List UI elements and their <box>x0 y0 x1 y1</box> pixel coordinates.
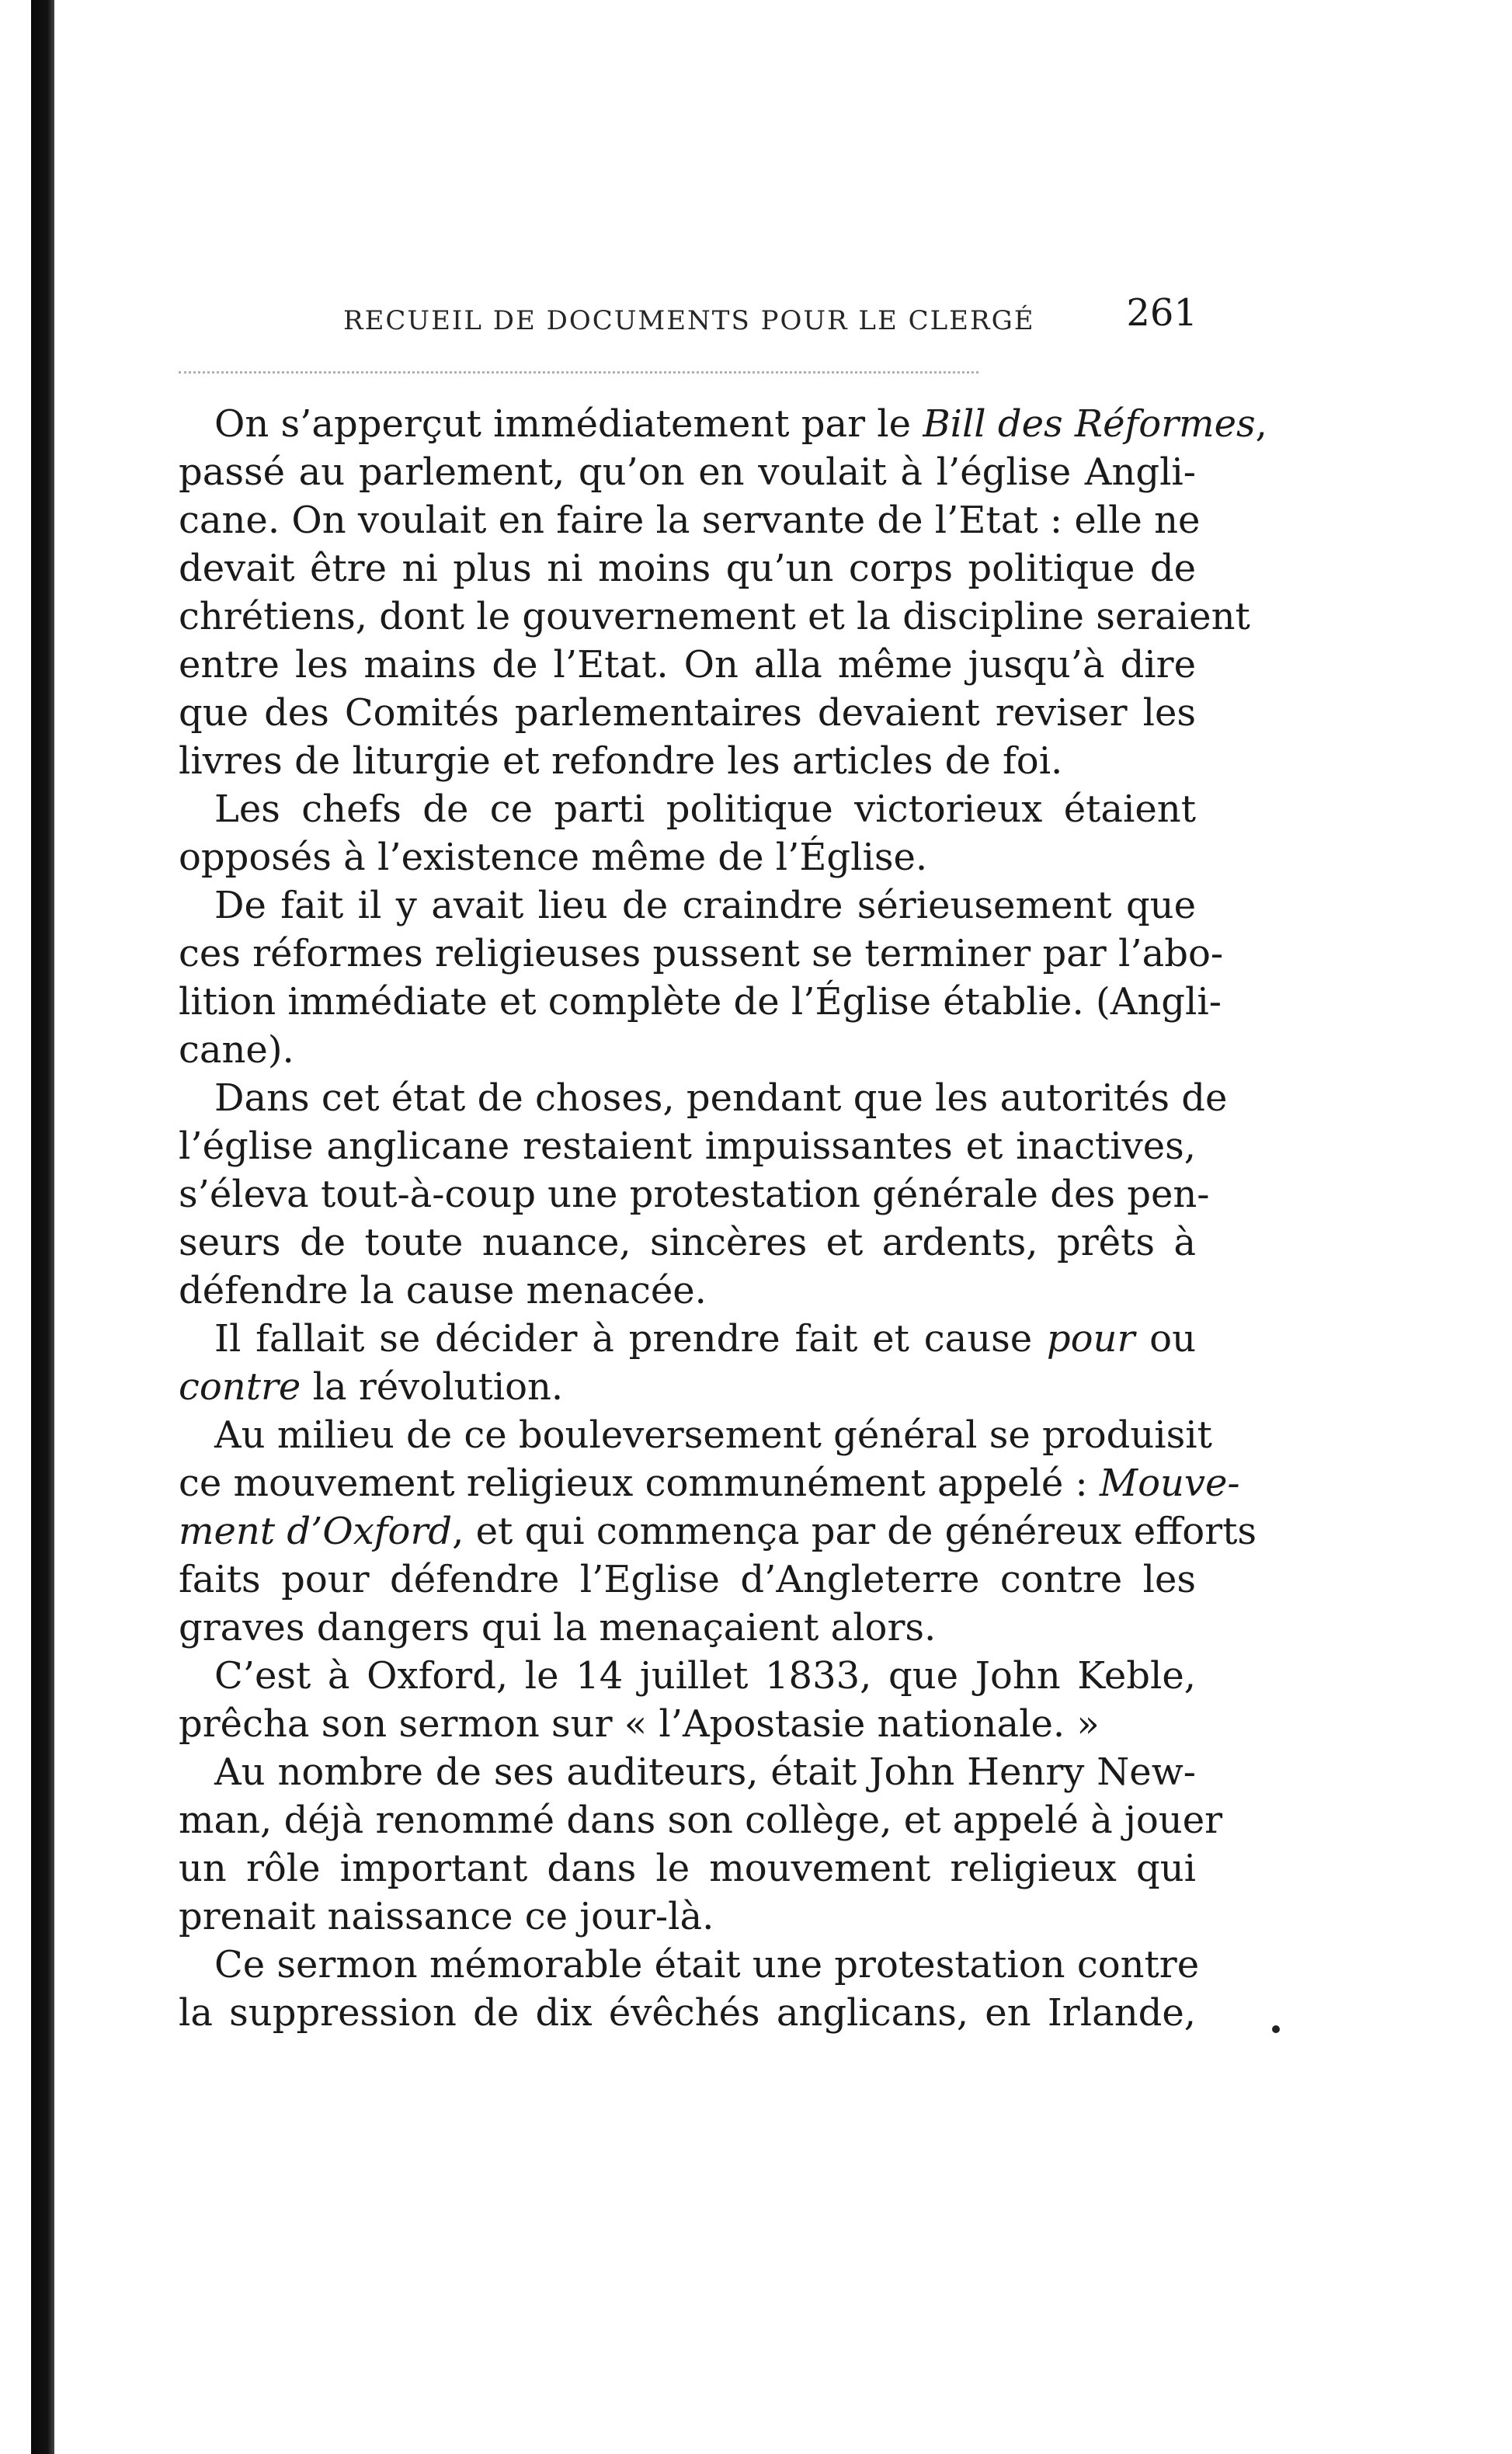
text-line: un rôle important dans le mouvement religieux qui <box>179 1847 1196 1890</box>
header-rule <box>179 371 978 374</box>
text-line: seurs de toute nuance, sincères et ardents, prêts à <box>179 1221 1196 1264</box>
text-line: faits pour défendre l’Eglise d’Angleterre contre les <box>179 1558 1196 1601</box>
text-line: la suppression de dix évêchés anglicans, en Irlande, <box>179 1991 1196 2035</box>
text-line: De fait il y avait lieu de craindre sérieusement que <box>214 884 1196 927</box>
text-line: cane). <box>179 1028 294 1072</box>
text-line: contre la révolution. <box>179 1365 564 1409</box>
text-line: Au milieu de ce bouleversement général se produisit <box>214 1413 1212 1457</box>
text-line: entre les mains de l’Etat. On alla même jusqu’à dire <box>179 643 1196 686</box>
text-line: l’église anglicane restaient impuissantes et inactives, <box>179 1124 1196 1168</box>
text-line: opposés à l’existence même de l’Église. <box>179 836 928 879</box>
text-line: ces réformes religieuses pussent se terminer par l’abo- <box>179 932 1224 975</box>
text-line: lition immédiate et complète de l’Église établie. (Angli- <box>179 980 1222 1024</box>
text-line: Dans cet état de choses, pendant que les autorités de <box>214 1076 1228 1120</box>
text-line: devait être ni plus ni moins qu’un corps politique de <box>179 547 1196 590</box>
page-number: 261 <box>1126 291 1197 335</box>
text-line: ce mouvement religieux communément appelé : Mouve- <box>179 1462 1240 1505</box>
body-text <box>179 400 1267 2037</box>
text-line: livres de liturgie et refondre les articles de foi. <box>179 739 1063 783</box>
text-line: Les chefs de ce parti politique victorieux étaient <box>214 787 1196 831</box>
text-line: prêcha son sermon sur « l’Apostasie nationale. » <box>179 1702 1100 1746</box>
text-line: cane. On voulait en faire la servante de l’Etat : elle ne <box>179 499 1201 542</box>
text-line: Il fallait se décider à prendre fait et cause pour ou <box>214 1317 1196 1361</box>
text-line: que des Comités parlementaires devaient reviser les <box>179 691 1196 735</box>
text-line: Au nombre de ses auditeurs, était John Henry New- <box>214 1750 1196 1794</box>
text-line: passé au parlement, qu’on en voulait à l’église Angli- <box>179 450 1196 494</box>
text-line: graves dangers qui la menaçaient alors. <box>179 1606 937 1649</box>
page-binding-edge <box>31 0 54 2454</box>
running-head: RECUEIL DE DOCUMENTS POUR LE CLERGÉ <box>343 305 1035 336</box>
text-line: s’éleva tout-à-coup une protestation générale des pen- <box>179 1173 1210 1216</box>
text-line: man, déjà renommé dans son collège, et appelé à jouer <box>179 1799 1223 1842</box>
text-line: Ce sermon mémorable était une protestation contre <box>214 1943 1200 1986</box>
text-line: On s’apperçut immédiatement par le Bill des Réformes, <box>214 402 1267 446</box>
text-line: C’est à Oxford, le 14 juillet 1833, que John Keble, <box>214 1654 1196 1698</box>
text-line: chrétiens, dont le gouvernement et la discipline seraient <box>179 595 1250 638</box>
text-line: prenait naissance ce jour-là. <box>179 1895 714 1938</box>
text-line: ment d’Oxford, et qui commença par de généreux efforts <box>179 1510 1257 1553</box>
ink-speck <box>1272 2025 1280 2033</box>
text-line: défendre la cause menacée. <box>179 1269 707 1312</box>
page-header <box>335 291 1197 346</box>
